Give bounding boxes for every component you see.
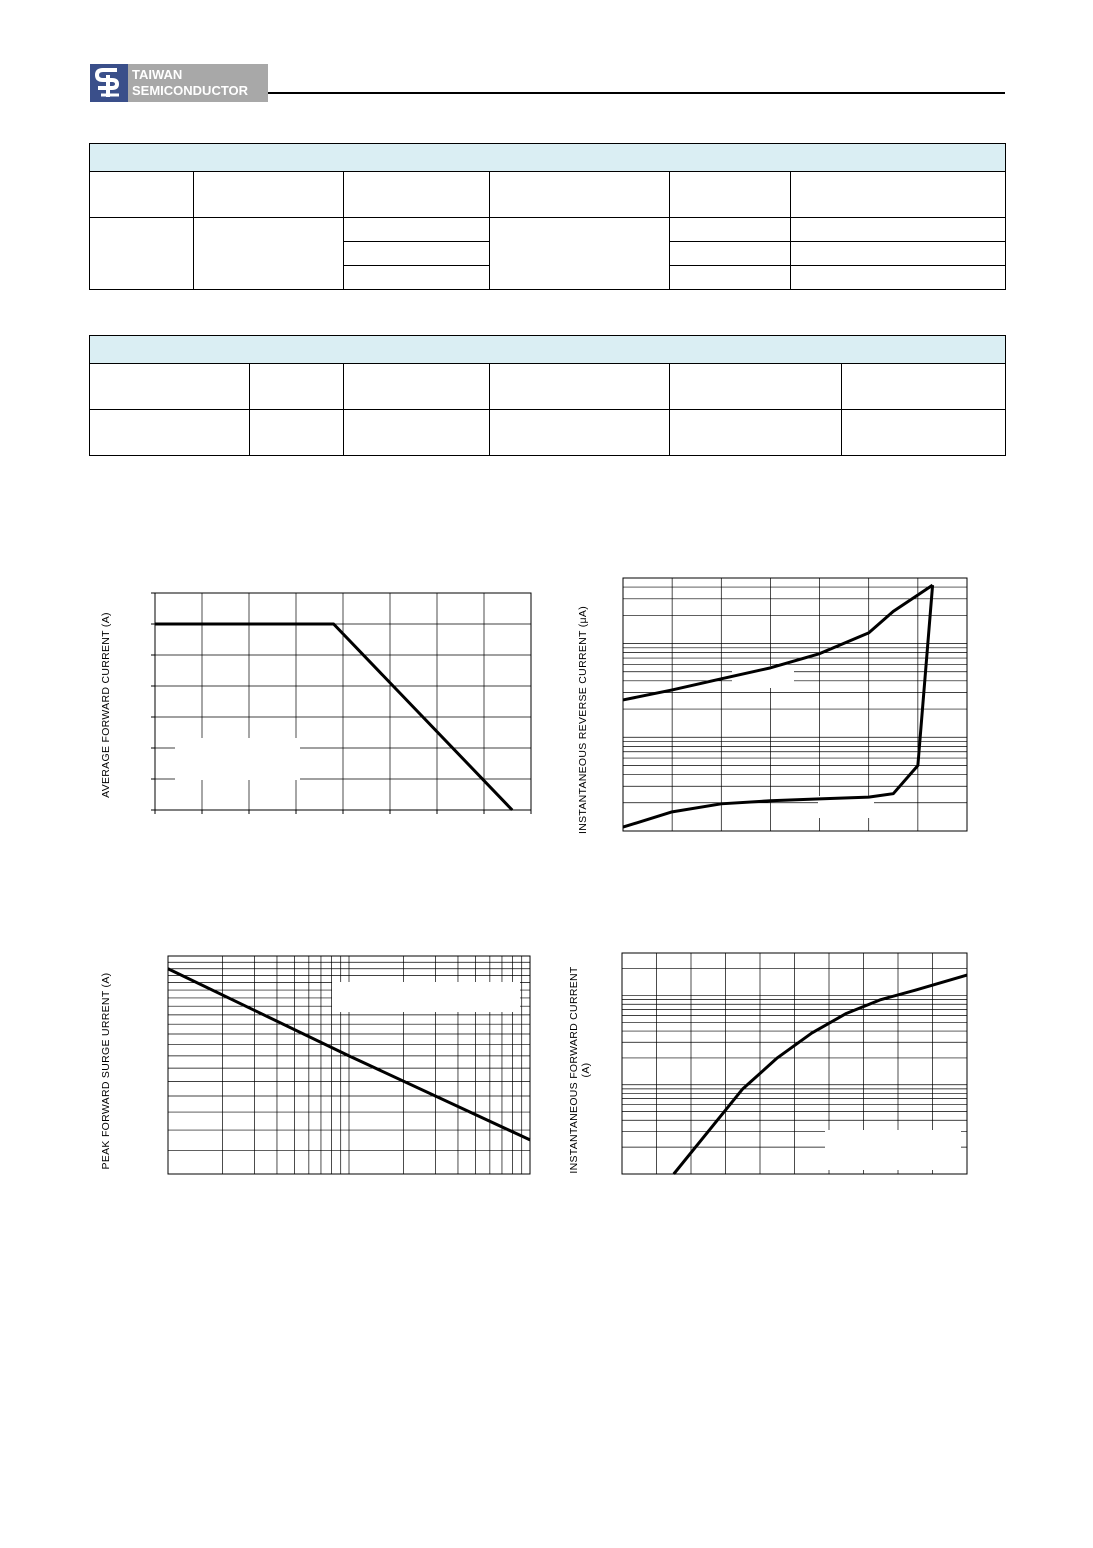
- header-rule: [268, 92, 1005, 94]
- table-2-header-cell: [344, 364, 490, 410]
- spec-table-1: [89, 143, 1006, 290]
- table-2-cell: [90, 410, 250, 456]
- table-1-cell: [344, 242, 490, 266]
- table-1-header-cell: [344, 172, 490, 218]
- table-1-cell: [670, 242, 791, 266]
- table-1-cell: [344, 266, 490, 290]
- logo-line-semiconductor: SEMICONDUCTOR: [132, 83, 249, 98]
- table-1-header-cell: [791, 172, 1006, 218]
- table-2-cell: [670, 410, 842, 456]
- table-1-cell: [90, 218, 194, 290]
- spec-table-2: [89, 335, 1006, 456]
- logo-wordmark: [128, 64, 268, 102]
- table-1-cell: [791, 218, 1006, 242]
- logo-line-taiwan: TAIWAN: [132, 67, 183, 82]
- fig1-blank-legend-box: [175, 738, 300, 780]
- table-2-header-cell: [490, 364, 670, 410]
- company-logo: [90, 64, 268, 102]
- fig4-blank-label-box: [825, 1130, 961, 1170]
- table-1-header-cell: [670, 172, 791, 218]
- table-1-cell: [791, 242, 1006, 266]
- table-1-cell: [194, 218, 344, 290]
- table-2-cell: [344, 410, 490, 456]
- fig2-plot-frame: [623, 578, 967, 831]
- fig4-y-axis-label-line1: INSTANTANEOUS FORWARD CURRENT: [568, 966, 580, 1174]
- table-2-header-cell: [90, 364, 250, 410]
- table-2-cell: [842, 410, 1006, 456]
- table-1-cell: [490, 218, 670, 290]
- table-1-cell: [344, 218, 490, 242]
- fig2-reverse-current-chart: [620, 574, 975, 836]
- table-2-cell: [250, 410, 344, 456]
- table-1-cell: [791, 266, 1006, 290]
- fig3-blank-label-box: [332, 982, 520, 1012]
- fig3-y-axis-label: PEAK FORWARD SURGE URRENT (A): [100, 972, 112, 1170]
- fig2-series-2-curve: [623, 585, 933, 827]
- table-1-cell: [670, 266, 791, 290]
- table-1-title-bar: [90, 144, 1006, 172]
- table-2-header-cell: [250, 364, 344, 410]
- table-1-header-cell: [490, 172, 670, 218]
- fig4-y-axis-label: [568, 954, 592, 1186]
- table-2-title-bar: [90, 336, 1006, 364]
- fig1-y-axis-label: AVERAGE FORWARD CURRENT (A): [100, 612, 112, 798]
- table-2-cell: [490, 410, 670, 456]
- fig4-forward-current-chart: [617, 950, 977, 1180]
- table-1-header-cell: [194, 172, 344, 218]
- fig4-y-axis-label-line2: (A): [580, 1062, 592, 1078]
- table-1-cell: [670, 218, 791, 242]
- fig2-y-axis-label: INSTANTANEOUS REVERSE CURRENT (μA): [577, 605, 589, 835]
- fig3-surge-current-chart: [160, 950, 540, 1180]
- fig1-derating-chart: [150, 588, 540, 818]
- table-2-header-cell: [842, 364, 1006, 410]
- table-1-header-cell: [90, 172, 194, 218]
- ts-logo-icon: [90, 64, 128, 102]
- table-2-header-cell: [670, 364, 842, 410]
